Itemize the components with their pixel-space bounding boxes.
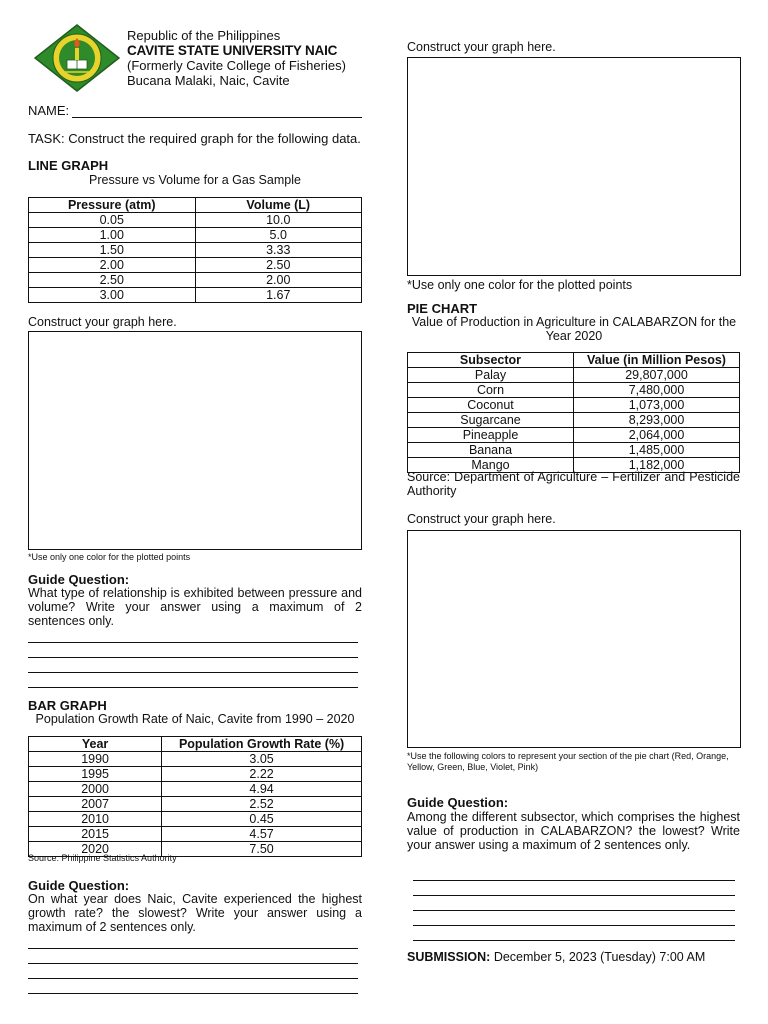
submission-line <box>407 950 705 964</box>
table-cell: 1990 <box>29 752 162 767</box>
answer-line <box>28 949 358 964</box>
table-row <box>408 368 740 383</box>
column-header: Value (in Million Pesos) <box>574 353 740 368</box>
table-cell: Pineapple <box>408 428 574 443</box>
answer-line <box>28 673 358 688</box>
bar-graph-drawing-box <box>407 57 741 276</box>
table-row <box>29 752 362 767</box>
pie-answer-lines <box>413 866 735 941</box>
table-row <box>408 443 740 458</box>
name-field <box>28 103 362 118</box>
bar-graph-heading: BAR GRAPH <box>28 698 107 713</box>
table-cell: 1995 <box>29 767 162 782</box>
table-cell: 1,485,000 <box>574 443 740 458</box>
table-cell: 2.00 <box>29 258 196 273</box>
table-cell: 8,293,000 <box>574 413 740 428</box>
table-row <box>29 213 362 228</box>
table-cell: 5.0 <box>195 228 362 243</box>
column-header: Subsector <box>408 353 574 368</box>
table-cell: Mango <box>408 458 574 473</box>
table-cell: 3.33 <box>195 243 362 258</box>
table-row <box>29 288 362 303</box>
answer-line <box>28 643 358 658</box>
table-row <box>29 782 362 797</box>
table-cell: 10.0 <box>195 213 362 228</box>
population-growth-table <box>28 736 362 857</box>
answer-line <box>413 881 735 896</box>
answer-line <box>413 911 735 926</box>
table-cell: 2.22 <box>162 767 362 782</box>
table-row <box>29 767 362 782</box>
formerly-line: (Formerly Cavite College of Fisheries) <box>127 58 346 73</box>
line-answer-lines <box>28 628 358 688</box>
university-seal-logo <box>34 24 120 92</box>
answer-line <box>28 934 358 949</box>
table-cell: 4.57 <box>162 827 362 842</box>
table-cell: 2007 <box>29 797 162 812</box>
table-row <box>408 398 740 413</box>
answer-line <box>413 926 735 941</box>
column-header: Population Growth Rate (%) <box>162 737 362 752</box>
pie-chart-color-note: *Use the following colors to represent your section of the pie chart (Red, Orange, Yellow, Green, Blue, Violet, Pink) <box>407 751 729 772</box>
column-header: Year <box>29 737 162 752</box>
table-row <box>29 243 362 258</box>
pressure-volume-table <box>28 197 362 303</box>
table-header-row <box>408 353 740 368</box>
university-name: CAVITE STATE UNIVERSITY NAIC <box>127 43 338 58</box>
table-cell: 2020 <box>29 842 162 857</box>
table-row <box>29 228 362 243</box>
task-instruction: TASK: Construct the required graph for the following data. <box>28 131 361 146</box>
column-header: Volume (L) <box>195 198 362 213</box>
table-cell: 2,064,000 <box>574 428 740 443</box>
table-cell: 0.05 <box>29 213 196 228</box>
line-guide-heading: Guide Question: <box>28 572 130 587</box>
pie-chart-construct-label: Construct your graph here. <box>407 512 556 526</box>
submission-date: December 5, 2023 (Tuesday) 7:00 AM <box>493 950 706 964</box>
republic-line: Republic of the Philippines <box>127 28 281 43</box>
table-cell: 3.05 <box>162 752 362 767</box>
answer-line <box>28 964 358 979</box>
bar-graph-color-note: *Use only one color for the plotted points <box>407 278 633 292</box>
table-row <box>29 273 362 288</box>
submission-label: SUBMISSION: <box>407 950 491 964</box>
pie-chart-heading: PIE CHART <box>407 301 478 316</box>
table-cell: 4.94 <box>162 782 362 797</box>
table-row <box>29 797 362 812</box>
answer-line <box>413 866 735 881</box>
answer-line <box>413 896 735 911</box>
table-cell: 1.67 <box>195 288 362 303</box>
answer-line <box>28 658 358 673</box>
line-guide-question: What type of relationship is exhibited between pressure and volume? Write your answer using a maximum of 2 sentences only. <box>28 586 362 628</box>
answer-line <box>28 979 358 994</box>
table-cell: 7,480,000 <box>574 383 740 398</box>
letterhead <box>127 28 346 88</box>
pie-chart-source: Source: Department of Agriculture – Fertilizer and Pesticide Authority <box>407 470 740 498</box>
table-cell: Palay <box>408 368 574 383</box>
table-cell: 29,807,000 <box>574 368 740 383</box>
table-cell: Banana <box>408 443 574 458</box>
table-cell: 2015 <box>29 827 162 842</box>
table-cell: Coconut <box>408 398 574 413</box>
agriculture-production-table <box>407 352 740 473</box>
bar-graph-title: Population Growth Rate of Naic, Cavite from 1990 – 2020 <box>35 712 355 726</box>
bar-guide-heading: Guide Question: <box>28 878 130 893</box>
table-cell: 2.50 <box>29 273 196 288</box>
name-blank-line <box>72 105 362 118</box>
address-line: Bucana Malaki, Naic, Cavite <box>127 73 290 88</box>
line-graph-heading: LINE GRAPH <box>28 158 109 173</box>
name-label: NAME: <box>28 103 70 118</box>
bar-answer-lines <box>28 934 358 994</box>
table-cell: 2.00 <box>195 273 362 288</box>
pie-guide-heading: Guide Question: <box>407 795 509 810</box>
pie-chart-title: Value of Production in Agriculture in CALABARZON for the Year 2020 <box>411 315 737 343</box>
table-row <box>408 413 740 428</box>
table-cell: Corn <box>408 383 574 398</box>
table-cell: 1,182,000 <box>574 458 740 473</box>
table-cell: 2010 <box>29 812 162 827</box>
table-cell: 2.50 <box>195 258 362 273</box>
column-header: Pressure (atm) <box>29 198 196 213</box>
table-row <box>29 827 362 842</box>
table-header-row <box>29 737 362 752</box>
line-graph-title: Pressure vs Volume for a Gas Sample <box>89 173 301 187</box>
table-row <box>408 383 740 398</box>
line-graph-drawing-box <box>28 331 362 550</box>
bar-graph-construct-label: Construct your graph here. <box>407 40 556 54</box>
table-cell: 1.00 <box>29 228 196 243</box>
pie-guide-question: Among the different subsector, which comprises the highest value of production in CALABARZON? the lowest? Write your answer using a maximum of 2 sentences only. <box>407 810 740 852</box>
table-row <box>29 812 362 827</box>
table-cell: 7.50 <box>162 842 362 857</box>
bar-graph-source: Source: Philippine Statistics Authority <box>28 853 177 863</box>
bar-guide-question: On what year does Naic, Cavite experienced the highest growth rate? the slowest? Write your answer using a maximum of 2 sentences only. <box>28 892 362 934</box>
table-cell: 1,073,000 <box>574 398 740 413</box>
table-cell: Sugarcane <box>408 413 574 428</box>
table-cell: 1.50 <box>29 243 196 258</box>
table-cell: 3.00 <box>29 288 196 303</box>
table-cell: 2.52 <box>162 797 362 812</box>
table-header-row <box>29 198 362 213</box>
table-row <box>29 258 362 273</box>
table-row <box>408 428 740 443</box>
line-graph-construct-label: Construct your graph here. <box>28 315 177 329</box>
line-graph-color-note: *Use only one color for the plotted points <box>28 552 191 562</box>
pie-chart-drawing-box <box>407 530 741 748</box>
answer-line <box>28 628 358 643</box>
table-cell: 2000 <box>29 782 162 797</box>
table-cell: 0.45 <box>162 812 362 827</box>
